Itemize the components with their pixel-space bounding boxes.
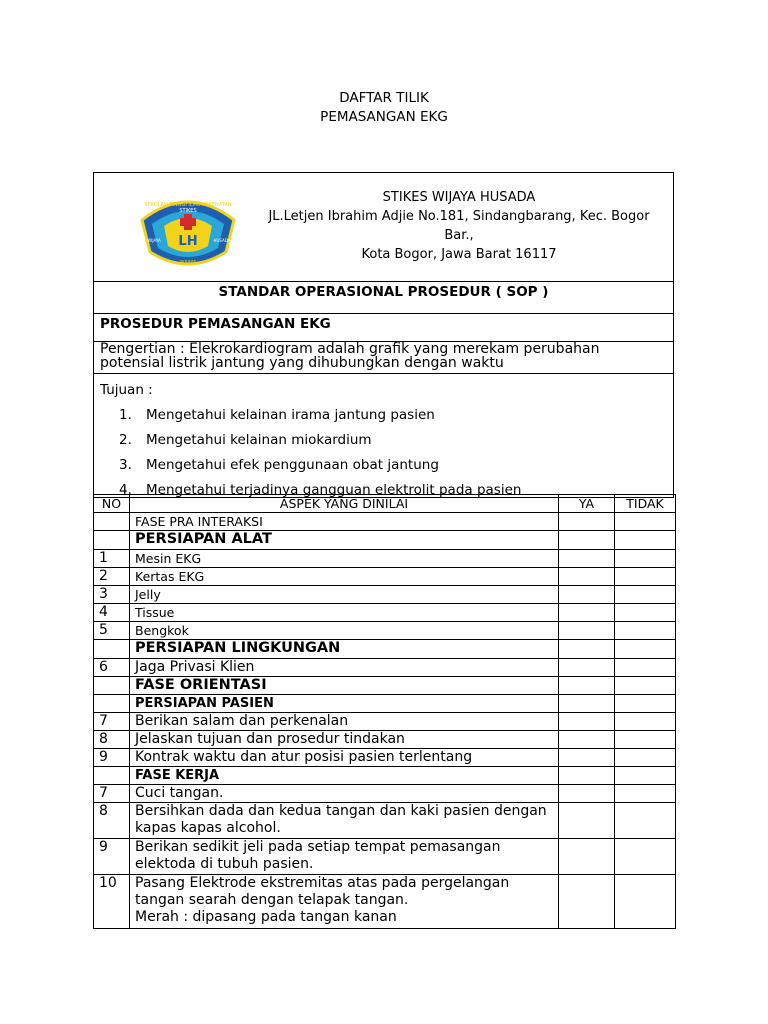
row-number: 7: [94, 785, 130, 803]
table-row: [94, 695, 676, 713]
table-row: [94, 839, 676, 875]
table-row: [94, 550, 676, 568]
row-no-cell[interactable]: [615, 767, 676, 785]
row-aspect: Mesin EKG: [130, 550, 559, 568]
row-no-cell[interactable]: [615, 839, 676, 875]
row-number: [94, 677, 130, 695]
checklist-table: [93, 494, 676, 929]
row-number: 8: [94, 803, 130, 839]
row-no-cell[interactable]: [615, 803, 676, 839]
row-aspect: Tissue: [130, 604, 559, 622]
row-no-cell[interactable]: [615, 622, 676, 640]
row-number: [94, 513, 130, 531]
row-yes-cell[interactable]: [559, 695, 615, 713]
stikes-logo: [134, 190, 242, 272]
logo-initials: LH: [178, 234, 198, 249]
table-row: [94, 713, 676, 731]
row-aspect: Berikan sedikit jeli pada setiap tempat pemasangan elektoda di tubuh pasien.: [130, 839, 559, 875]
logo-arc-text: SEKOLAH TINGGI ILMU KESEHATAN: [144, 202, 232, 208]
goal-item: 3. Mengetahui efek penggunaan obat jantung: [119, 457, 439, 473]
row-aspect: Cuci tangan.: [130, 785, 559, 803]
row-aspect: PERSIAPAN PASIEN: [130, 695, 559, 713]
institution-info: [259, 188, 659, 264]
row-no-cell[interactable]: [615, 713, 676, 731]
row-no-cell[interactable]: [615, 531, 676, 550]
table-row: [94, 659, 676, 677]
table-row: [94, 586, 676, 604]
row-number: [94, 767, 130, 785]
procedure-title: PROSEDUR PEMASANGAN EKG: [94, 314, 673, 342]
row-no-cell[interactable]: [615, 695, 676, 713]
row-yes-cell[interactable]: [559, 513, 615, 531]
goals-section: [94, 374, 673, 498]
row-number: [94, 531, 130, 550]
row-no-cell[interactable]: [615, 659, 676, 677]
table-row: [94, 513, 676, 531]
row-no-cell[interactable]: [615, 586, 676, 604]
row-aspect: Jelly: [130, 586, 559, 604]
row-aspect: FASE KERJA: [130, 767, 559, 785]
table-row: [94, 604, 676, 622]
goal-item: 4. Mengetahui terjadinya gangguan elektrolit pada pasien: [119, 482, 522, 498]
row-number: 9: [94, 749, 130, 767]
row-aspect: Berikan salam dan perkenalan: [130, 713, 559, 731]
row-no-cell[interactable]: [615, 677, 676, 695]
sop-header-box: [93, 172, 674, 498]
row-number: [94, 695, 130, 713]
table-row: [94, 767, 676, 785]
row-no-cell[interactable]: [615, 731, 676, 749]
row-yes-cell[interactable]: [559, 677, 615, 695]
row-aspect: Pasang Elektrode ekstremitas atas pada pergelangan tangan searah dengan telapak tangan. Merah : dipasang pada tangan kanan: [130, 875, 559, 929]
header-aspect: ASPEK YANG DINILAI: [130, 495, 559, 513]
row-yes-cell[interactable]: [559, 713, 615, 731]
row-number: 1: [94, 550, 130, 568]
row-aspect: Jelaskan tujuan dan prosedur tindakan: [130, 731, 559, 749]
row-yes-cell[interactable]: [559, 803, 615, 839]
row-aspect: FASE ORIENTASI: [130, 677, 559, 695]
row-number: 4: [94, 604, 130, 622]
row-yes-cell[interactable]: [559, 531, 615, 550]
row-yes-cell[interactable]: [559, 659, 615, 677]
row-no-cell[interactable]: [615, 568, 676, 586]
row-number: 10: [94, 875, 130, 929]
row-no-cell[interactable]: [615, 785, 676, 803]
row-yes-cell[interactable]: [559, 604, 615, 622]
row-yes-cell[interactable]: [559, 586, 615, 604]
table-row: [94, 875, 676, 929]
row-number: 2: [94, 568, 130, 586]
row-yes-cell[interactable]: [559, 767, 615, 785]
header-no-col: TIDAK: [615, 495, 676, 513]
row-no-cell[interactable]: [615, 875, 676, 929]
row-no-cell[interactable]: [615, 550, 676, 568]
logo-bottom-text: WIJAYA: [179, 260, 197, 266]
row-number: [94, 640, 130, 659]
row-number: 7: [94, 713, 130, 731]
row-aspect: Kontrak waktu dan atur posisi pasien terlentang: [130, 749, 559, 767]
goals-list: [119, 406, 521, 506]
row-aspect: Kertas EKG: [130, 568, 559, 586]
row-aspect: Jaga Privasi Klien: [130, 659, 559, 677]
row-aspect: Bersihkan dada dan kedua tangan dan kaki pasien dengan kapas kapas alcohol.: [130, 803, 559, 839]
institution-header: [94, 173, 673, 282]
table-row: [94, 803, 676, 839]
header-no: NO: [94, 495, 130, 513]
row-aspect: PERSIAPAN ALAT: [130, 531, 559, 550]
row-no-cell[interactable]: [615, 513, 676, 531]
row-yes-cell[interactable]: [559, 568, 615, 586]
row-aspect: FASE PRA INTERAKSI: [130, 513, 559, 531]
row-yes-cell[interactable]: [559, 640, 615, 659]
logo-right-text: HUSADA: [213, 238, 231, 243]
header-yes: YA: [559, 495, 615, 513]
row-number: 3: [94, 586, 130, 604]
row-yes-cell[interactable]: [559, 875, 615, 929]
row-no-cell[interactable]: [615, 604, 676, 622]
sop-title: STANDAR OPERASIONAL PROSEDUR ( SOP ): [94, 282, 673, 314]
row-yes-cell[interactable]: [559, 785, 615, 803]
table-row: [94, 749, 676, 767]
goal-item: 2. Mengetahui kelainan miokardium: [119, 432, 372, 448]
row-no-cell[interactable]: [615, 640, 676, 659]
logo-left-text: WIJAYA: [147, 238, 161, 243]
table-row: [94, 640, 676, 659]
document-title: DAFTAR TILIK: [339, 90, 429, 106]
institution-address-line1: JL.Letjen Ibrahim Adjie No.181, Sindangbarang, Kec. Bogor Bar.,: [268, 209, 650, 243]
row-number: 8: [94, 731, 130, 749]
table-row: [94, 622, 676, 640]
row-yes-cell[interactable]: [559, 550, 615, 568]
row-no-cell[interactable]: [615, 749, 676, 767]
institution-name: STIKES WIJAYA HUSADA: [382, 190, 536, 205]
definition-text: Pengertian : Elekrokardiogram adalah grafik yang merekam perubahan potensial listrik jantung yang dihubungkan dengan waktu: [94, 342, 673, 374]
table-row: [94, 568, 676, 586]
row-aspect: Bengkok: [130, 622, 559, 640]
table-row: [94, 785, 676, 803]
table-row: [94, 731, 676, 749]
row-yes-cell[interactable]: [559, 749, 615, 767]
logo-stikes-text: STIKES: [179, 208, 197, 214]
row-number: 9: [94, 839, 130, 875]
table-header-row: [94, 495, 676, 513]
row-aspect: PERSIAPAN LINGKUNGAN: [130, 640, 559, 659]
row-number: 6: [94, 659, 130, 677]
row-yes-cell[interactable]: [559, 731, 615, 749]
row-number: 5: [94, 622, 130, 640]
table-row: [94, 677, 676, 695]
document-subtitle: PEMASANGAN EKG: [320, 109, 448, 125]
goals-label: Tujuan :: [100, 382, 153, 398]
goal-item: 1. Mengetahui kelainan irama jantung pasien: [119, 407, 435, 423]
row-yes-cell[interactable]: [559, 622, 615, 640]
table-row: [94, 531, 676, 550]
institution-address-line2: Kota Bogor, Jawa Barat 16117: [361, 247, 557, 262]
row-yes-cell[interactable]: [559, 839, 615, 875]
